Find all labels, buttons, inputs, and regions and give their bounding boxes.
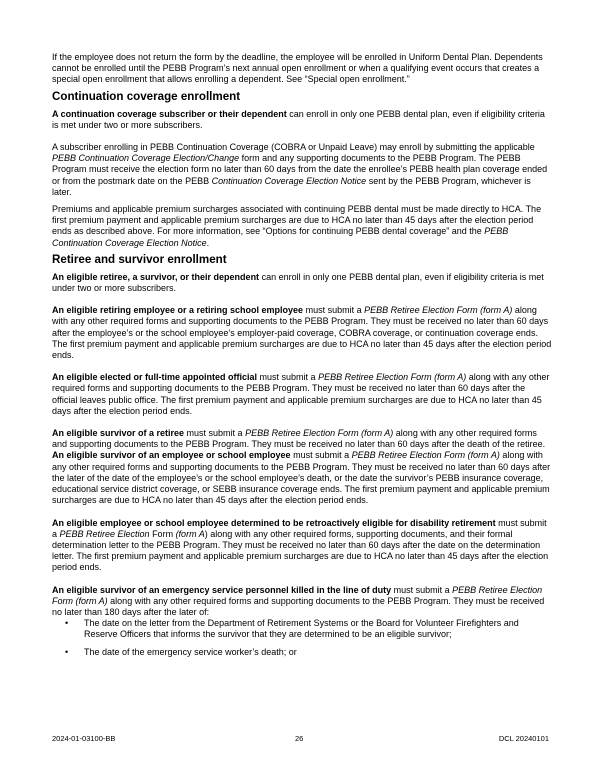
retiree-p4-italic: PEBB Retiree Election Form (form A)	[245, 428, 394, 439]
list-item-text: The date on the letter from the Department of Retirement Systems or the Board for Volunteer Firefighters and Reserve Officers that informs the survivor that they are determined to be an eligible survivor;	[84, 618, 519, 640]
footer-page-number: 26	[295, 734, 304, 743]
continuation-p2-a: A subscriber enrolling in PEBB Continuation Coverage (COBRA or Unpaid Leave) may enroll by submitting the applicable	[52, 142, 535, 153]
continuation-p2-italic-2: Continuation Coverage Election Notice	[211, 175, 367, 186]
continuation-p2-b: form and any supporting documents to the PEBB Program. The PEBB Program must receive the election form no later than 60 days from the date the enrollee’s PEBB health plan coverage ended or from the postmark date on the PEBB	[52, 153, 548, 186]
retiree-p3-bold: An eligible elected or full-time appointed official	[52, 372, 258, 383]
retiree-p6-italic-2: (form A	[175, 528, 205, 539]
continuation-heading: Continuation coverage enrollment	[52, 89, 241, 103]
bullet-marker: •	[65, 618, 69, 629]
retiree-p7-italic: PEBB Retiree Election Form (form A)	[52, 584, 543, 606]
footer-document-id: 2024-01-03100-BB	[52, 734, 116, 743]
list-item	[52, 647, 552, 658]
retiree-p6-italic-1: PEBB Retiree Election	[59, 528, 150, 539]
retiree-paragraph-7	[52, 585, 552, 619]
continuation-paragraph-3	[52, 204, 552, 249]
list-item-text: The date of the emergency service worker’s death; or	[84, 646, 297, 657]
retiree-paragraph-2	[52, 305, 552, 361]
retiree-p3-italic: PEBB Retiree Election Form (form A)	[318, 372, 467, 383]
retiree-p2-a: must submit a	[303, 305, 365, 316]
continuation-p3-a: Premiums and applicable premium surcharges associated with continuing PEBB dental must be made directly to HCA. The first premium payment and applicable premium surcharges are due to HCA no later than 45 days after the election period ends as described above. For more information, see “Options for continuing PEBB dental coverage” and the	[52, 204, 542, 237]
continuation-paragraph-1	[52, 109, 552, 131]
footer-revision: DCL 20240101	[498, 734, 549, 743]
retiree-p2-bold: An eligible retiring employee or a retiring school employee	[52, 305, 304, 316]
retiree-heading: Retiree and survivor enrollment	[52, 252, 227, 266]
retiree-paragraph-4	[52, 428, 552, 450]
continuation-p2-c: sent by the PEBB Program, whichever is later.	[52, 175, 531, 197]
continuation-p1-rest: can enroll in only one PEBB dental plan, even if eligibility criteria is met under two or more subscribers.	[52, 108, 545, 130]
survivor-conditions-list	[52, 618, 552, 658]
retiree-p6-bold: An eligible employee or school employee determined to be retroactively eligible for disability retirement	[52, 517, 496, 528]
continuation-p2-italic-1: PEBB Continuation Coverage Election/Change	[52, 153, 240, 164]
continuation-paragraph-2	[52, 142, 552, 198]
retiree-paragraph-5	[52, 450, 552, 506]
retiree-p5-a: must submit a	[290, 450, 352, 461]
retiree-paragraph-3	[52, 372, 552, 417]
retiree-paragraph-1	[52, 272, 552, 294]
retiree-p6-mid: Form	[149, 528, 176, 539]
retiree-p4-bold: An eligible survivor of a retiree	[52, 428, 185, 439]
retiree-p6-a: must submit a	[52, 517, 547, 539]
retiree-p3-a: must submit a	[257, 372, 319, 383]
retiree-p4-a: must submit a	[184, 428, 246, 439]
retiree-p5-bold: An eligible survivor of an employee or school employee	[52, 450, 291, 461]
retiree-p5-b: along with any other required forms and supporting documents to the PEBB Program. They must be received no later than 60 days after the later of the date of the employee’s or the school employee’s death, or the date the survivor’s PEBB insurance coverage, educational service district coverage, or SEBB insurance coverage ends. The first premium payment and applicable premium surcharges are due to HCA no later than 45 days after the election period ends.	[52, 450, 551, 506]
retiree-p2-b: along with any other required forms and supporting documents to the PEBB Program. They must be received no later than 60 days after the employee’s or the school employee’s employer-paid coverage, COBRA coverage, or continuation coverage ends. The first premium payment and applicable premium surcharges are due to HCA no later than 45 days after the election period ends.	[52, 305, 552, 361]
retiree-p1-rest: can enroll in only one PEBB dental plan, even if eligibility criteria is met under two or more subscribers.	[52, 271, 544, 294]
retiree-p7-b: along with any other required forms and supporting documents to the PEBB Program. They must be received no later than 180 days after the later of:	[52, 595, 545, 617]
continuation-p1-bold: A continuation coverage subscriber or their dependent	[52, 108, 287, 119]
retiree-p3-b: along with any other required forms and supporting documents to the PEBB Program. They must be received no later than 60 days after the official leaves public office. The first premium payment and applicable premium surcharges are due to HCA no later than 45 days after the election period ends.	[52, 372, 550, 416]
retiree-p4-b: along with any other required forms and supporting documents to the PEBB Program. They must be received no later than 60 days after the death of the retiree.	[52, 428, 546, 450]
intro-paragraph: If the employee does not return the form by the deadline, the employee will be enrolled in Uniform Dental Plan. Dependents cannot be enrolled until the PEBB Program’s next annual open enrollment or when a qualifying event occurs that creates a special open enrollment that allows enrolling a dependent. See “Special open enrollment.”	[52, 52, 543, 85]
retiree-p7-bold: An eligible survivor of an emergency service personnel killed in the line of duty	[52, 584, 392, 595]
list-item	[52, 618, 552, 640]
continuation-p3-italic: PEBB Continuation Coverage Election Notice	[52, 226, 509, 248]
retiree-paragraph-6	[52, 518, 552, 574]
retiree-p6-b: ) along with any other required forms, supporting documents, and their formal determination letter to the PEBB Program. They must be received no later than 60 days after the date on the determination letter. The first premium payment and applicable premium surcharges are due to HCA no later than 45 days after the election period ends.	[52, 528, 549, 573]
retiree-p5-italic: PEBB Retiree Election Form (form A)	[351, 450, 500, 461]
bullet-marker: •	[65, 646, 69, 657]
retiree-p1-bold: An eligible retiree, a survivor, or their dependent	[52, 271, 260, 282]
retiree-p2-italic: PEBB Retiree Election Form (form A)	[364, 305, 513, 316]
retiree-p7-a: must submit a	[391, 584, 453, 595]
page-content	[52, 52, 552, 658]
continuation-p3-b: .	[206, 237, 210, 248]
